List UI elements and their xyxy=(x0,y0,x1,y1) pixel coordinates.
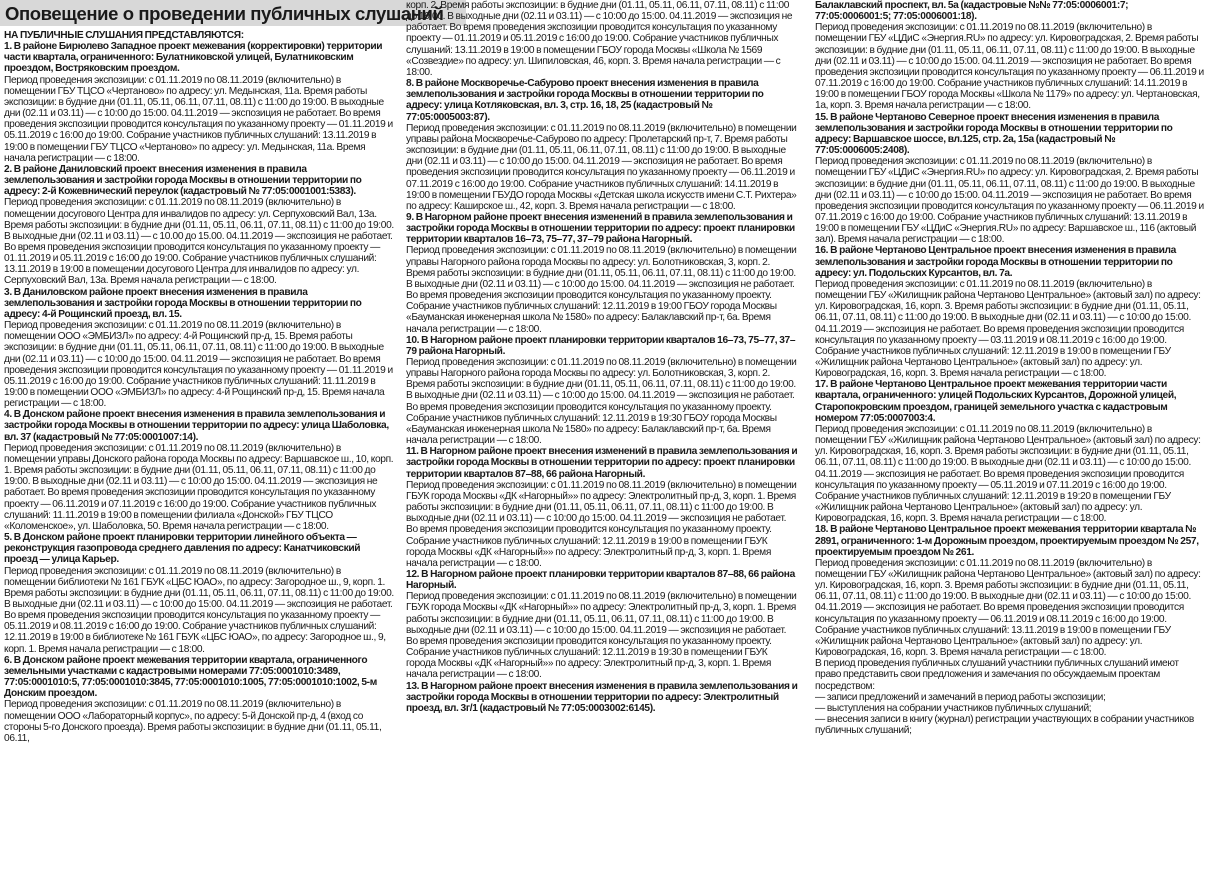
section-heading: 2. В районе Даниловский проект внесения изменения в правила землепользования и застройки города Москвы в отношении территории по адресу: 2-й Кожевнический переулок (кадастровый № 77:05:0001001:5383). xyxy=(4,163,362,198)
section-paragraph: Период проведения экспозиции: с 01.11.2019 по 08.11.2019 (включительно) в помещении ООО «ЭМБИЗЛ» по адресу: 4-й Рощинский пр-д, 15. Время работы экспозиции: в будние дни (01.11, 05.11, 06.11, 07.11, 08.11) с 11:00 до 19:00. В выходные дни (02.11 и 03.11) — с 10:00 до 15:00. 04.11.2019 — экспозиция не работает. Во время проведения экспозиции проводится консультация по указанному проекту — 01.11.2019 и 05.11.2019 с 16:00 до 19:00. Собрание участников публичных слушаний: 11.11.2019 в 19:00 в помещении ООО «ЭМБИЗЛ» по адресу: 4-й Рощинский пр-д, 15. Время начала регистрации — с 18:00. xyxy=(4,320,393,410)
section-heading: 15. В районе Чертаново Северное проект внесения изменения в правила землепользования и застройки города Москвы в отношении территории по адресу: Варшавское шоссе, вл.125, стр. 2а, 15а (кадастровый № 77:05:0006005:2408). xyxy=(815,111,1173,157)
section-heading: 16. В районе Чертаново Центральное проект внесения изменения в правила землепользования и застройки города Москвы в отношении территории по адресу: ул. Подольских Курсантов, вл. 7а. xyxy=(815,245,1176,279)
section-heading: 17. В районе Чертаново Центральное проект межевания территории части квартала, ограниченного: улицей Подольских Курсантов, Дорожной улицей, Старопокровским проездом, границей земельного участка с кадастровым номером 77:05:0007003:4. xyxy=(815,379,1177,424)
section-heading: НА ПУБЛИЧНЫЕ СЛУШАНИЯ ПРЕДСТАВЛЯЮТСЯ: xyxy=(4,30,244,41)
section-heading: 4. В Донском районе проект внесения изменения в правила землепользования и застройки города Москвы в отношении территории по адресу: улица Шаболовка, вл. 37 (кадастровый № 77:05:0001007:14). xyxy=(4,409,389,443)
section-paragraph: Период проведения экспозиции: с 01.11.2019 по 08.11.2019 (включительно) в помещении ГБУ «Жилищник района Чертаново Центральное» (актовый зал) по адресу: ул. Кировоградская, 16, корп. 3. Время работы экспозиции: в будние дни (01.11, 05.11, 06.11, 07.11, 08.11) с 11:00 до 19:00. В выходные дни (02.11 и 03.11) — с 10:00 до 15:00. 04.11.2019 — экспозиция не работает. Во время проведения экспозиции проводится консультация по указанному проекту — 05.11.2019 и 07.11.2019 с 16:00 до 19:00. Собрание участников публичных слушаний: 12.11.2019 в 19:20 в помещении ГБУ «Жилищник района Чертаново Центральное» (актовый зал) по адресу: ул. Кировоградская, 16, корп. 3. Время начала регистрации — с 18:00. xyxy=(815,423,1201,525)
section-paragraph: Период проведения экспозиции: с 01.11.2019 по 08.11.2019 (включительно) в помещении досугового Центра для инвалидов по адресу: ул. Серпуховский Вал, 13а. Время работы экспозиции: в будние дни (01.11, 05.11, 06.11, 07.11, 08.11) с 11:00 до 19:00. В выходные дни (02.11 и 03.11) — с 10.00 до 15.00. 04.11.2019 — экспозиция не работает. Во время проведения экспозиции проводится консультация по указанному проекту — 01.11.2019 и 05.11.2019 с 16:00 до 19:00. Собрание участников публичных слушаний: 13.11.2019 в 19:00 в помещении досугового Центра для инвалидов по адресу: ул. Серпуховский Вал, 13а. Время начала регистрации — с 18:00. xyxy=(4,197,394,287)
section-heading: 5. В Донском районе проект планировки территории линейного объекта — реконструкция газопровода среднего давления по адресу: Канатчиковский проезд — улица Карьер. xyxy=(4,532,361,566)
section-paragraph: Период проведения экспозиции: с 01.11.2019 по 08.11.2019 (включительно) в помещении ООО «Лабораторный корпус», по адресу: 5-й Донской пр-д, 4 (вход со стороны 5-го Донского проезда). Время работы экспозиции: в будние дни (01.11, 05.11, 06.11, xyxy=(4,699,382,744)
section-paragraph: Период проведения экспозиции: с 01.11.2019 по 08.11.2019 (включительно) в помещении управы Нагорного района города Москвы по адресу: ул. Болотниковская, 3, корп. 2. Время работы экспозиции: в будние дни (01.11, 05.11, 06.11, 07.11, 08.11) с 11:00 до 19:00. В выходные дни (02.11 и 03.11) — с 10:00 до 15:00. 04.11.2019 — экспозиция не работает. Во время проведения экспозиции проводится консультация по указанному проекту. Собрание участников публичных слушаний: 12.11.2019 в 19:30 ГБОУ города Москвы «Бауманская инженерная школа № 1580» по адресу: Балаклавский пр-т, 6а. Время начала регистрации — с 18:00. xyxy=(406,357,797,447)
text-column-2 xyxy=(406,0,798,876)
section-paragraph: Период проведения экспозиции: с 01.11.2019 по 08.11.2019 (включительно) в помещении ГБУ «Жилищник района Чертаново Центральное» (актовый зал) по адресу: ул. Кировоградская, 16, корп. 3. Время работы экспозиции: в будние дни (01.11, 05.11, 06.11, 07.11, 08.11) с 11:00 до 19:00. В выходные дни (02.11 и 03.11) — с 10:00 до 15:00. 04.11.2019 — экспозиция не работает. Во время проведения экспозиции проводится консультация по указанному проекту — 06.11.2019 и 08.11.2019 с 16:00 до 19:00. Собрание участников публичных слушаний: 13.11.2019 в 19:00 в помещении ГБУ «Жилищник района Чертаново Центральное» (актовый зал) по адресу: ул. Кировоградская, 16, корп. 3. Время начала регистрации — с 18:00. xyxy=(815,557,1201,659)
section-heading: 8. В районе Москворечье-Сабурово проект внесения изменения в правила землепользования и застройки города Москвы в отношении территории по адресу: улица Котляковская, вл. 3, стр. 16, 18, 25 (кадастровый № 77:05:0005003:87). xyxy=(406,78,764,123)
page-title: Оповещение о проведении публичных слушаний xyxy=(5,3,444,24)
section-heading: 9. В Нагорном районе проект внесения изменений в правила землепользования и застройки города Москвы в отношении территории по адресу: проект планировки территории кварталов 16–73, 75–77, 37–79 района Нагорный. xyxy=(406,211,795,246)
section-paragraph: Период проведения экспозиции: с 01.11.2019 по 08.11.2019 (включительно) в помещении библиотеки № 161 ГБУК «ЦБС ЮАО», по адресу: Загородное ш., 9, корп. 1. Время работы экспозиции: в будние дни (01.11, 05.11, 06.11, 07.11, 08.11) с 11:00 до 19:00. В выходные дни (02.11 и 03.11) — с 10:00 до 15:00. 04.11.2019 — экспозиция не работает. Во время проведения экспозиции проводится консультация по указанному проекту — 05.11.2019 и 08.11.2019 с 16:00 до 19:00. Собрание участников публичных слушаний: 12.11.2019 в 19:00 в библиотеке № 161 ГБУК «ЦБС ЮАО», по адресу: Загородное ш., 9, корп. 1. Время начала регистрации — с 18:00. xyxy=(4,565,394,655)
section-paragraph: Период проведения экспозиции: с 01.11.2019 по 08.11.2019 (включительно) в помещении ГБУ ТЦСО «Чертаново» по адресу: ул. Медынская, 11а. Время работы экспозиции: в будние дни (01.11, 05.11, 06.11, 07.11, 08.11) с 11:00 до 19:00. В выходные дни (02.11 и 03.11) — с 10:00 до 15:00. 04.11.2019 — экспозиция не работает. Во время проведения экспозиции проводится консультация по указанному проекту — 01.11.2019 и 05.11.2019 с 16:00 до 19:00. Собрание участников публичных слушаний: 13.11.2019 в 19:00 в помещении ГБУ ТЦСО «Чертаново» по адресу: ул. Медынская, 11а. Время начала регистрации — с 18:00. xyxy=(4,74,393,164)
section-paragraph: — записи предложений и замечаний в период работы экспозиции; xyxy=(815,691,1106,703)
section-heading: 1. В районе Бирюлево Западное проект межевания (корректировки) территории части квартала, ограниченного: Булатниковской улицей, Булатниковским проездом, Востряковским проездом. xyxy=(4,41,383,75)
section-heading: 10. В Нагорном районе проект планировки территории кварталов 16–73, 75–77, 37–79 района Нагорный. xyxy=(406,334,796,357)
section-paragraph: — внесения записи в книгу (журнал) регистрации участвующих в собрании участников публичных слушаний; xyxy=(815,714,1194,737)
section-paragraph: В период проведения публичных слушаний участники публичных слушаний имеют право представить свои предложения и замечания по обсуждаемым проектам посредством: xyxy=(815,658,1179,692)
section-paragraph: Период проведения экспозиции: с 01.11.2019 по 08.11.2019 (включительно) в помещении управы Донского района города Москвы по адресу: Варшавское ш., 10, корп. 1. Время работы экспозиции: в будние дни (01.11, 05.11, 06.11, 07.11, 08.11) с 11:00 до 19:00. В выходные дни (02.11 и 03.11) — с 10:00 до 15:00. 04.11.2019 — экспозиция не работает. Во время проведения экспозиции проводится консультация по указанному проекту — 06.11.2019 и 07.11.2019 с 16:00 до 19:00. Собрание участников публичных слушаний: 11.11.2019 в 19:00 в помещении филиала «Донской» ГБУ ТЦСО «Коломенское», ул. Шаболовка, 50. Время начала регистрации — с 18:00. xyxy=(4,442,394,532)
section-paragraph: Период проведения экспозиции: с 01.11.2019 по 08.11.2019 (включительно) в помещении ГБУК города Москвы «ДК «Нагорный»» по адресу: Электролитный пр-д, 3, корп. 1. Время работы экспозиции: в будние дни (01.11, 05.11, 06.11, 07.11, 08.11) с 11:00 до 19:00. В выходные дни (02.11 и 03.11) — с 10:00 до 15:00. 04.11.2019 — экспозиция не работает. Во время проведения экспозиции проводится консультация по указанному проекту. Собрание участников публичных слушаний: 12.11.2019 в 19:30 в помещении ГБУК города Москвы «ДК «Нагорный»» по адресу: Электролитный пр-д, 3, корп. 1. Время начала регистрации — с 18:00. xyxy=(406,591,797,681)
page-header xyxy=(0,0,466,26)
section-heading: 13. В Нагорном районе проект внесения изменения в правила землепользования и застройки города Москвы в отношении территории по адресу: Электролитный проезд, вл. 3г/1 (кадастровый № 77:05:0003002:6145). xyxy=(406,680,798,714)
text-column-3 xyxy=(815,0,1205,876)
section-heading: 6. В Донском районе проект межевания территории квартала, ограниченного земельными участками с кадастровыми номерами 77:05:0001010:3489, 77:05:0001010:5, 77:05:0001010:3845, 77:05:0001010:1005, 77:05:0001010:1002, 5-м Донским проездом. xyxy=(4,654,377,700)
section-paragraph: Период проведения экспозиции: с 01.11.2019 по 08.11.2019 (включительно) в помещении управы района Москворечье-Сабурово по адресу: Пролетарский пр-т, 7. Время работы экспозиции: в будние дни (01.11, 05.11, 06.11, 07.11, 08.11) с 11:00 до 19:00. В выходные дни (02.11 и 03.11) — с 10:00 до 15:00. 04.11.2019 — экспозиция не работает. Во время проведения экспозиции проводится консультация по указанному проекту — 06.11.2019 и 07.11.2019 с 16:00 до 19:00. Собрание участников публичных слушаний: 14.11.2019 в 19:00 в помещении ГБУДО города Москвы «Детская школа искусств имени С.Т. Рихтера» по адресу: Каширское ш., 42, корп. 3. Время начала регистрации — с 18:00. xyxy=(406,122,797,212)
section-heading: 18. В районе Чертаново Центральное проект межевания территории квартала № 2891, ограниченного: 1-м Дорожным проездом, проектируемым проездом № 257, проектируемым проездом № 261. xyxy=(815,524,1199,558)
section-paragraph: — выступления на собрании участников публичных слушаний; xyxy=(815,702,1092,714)
text-column-1 xyxy=(4,30,394,876)
section-heading: Балаклавский проспект, вл. 5а (кадастровые №№ 77:05:0006001:7; 77:05:0006001:5; 77:05:0006001:18). xyxy=(815,0,1129,23)
section-heading: 11. В Нагорном районе проект внесения изменений в правила землепользования и застройки города Москвы в отношении территории по адресу: проект планировки территории кварталов 87–88, 66 района Нагорный. xyxy=(406,446,798,480)
section-heading: 12. В Нагорном районе проект планировки территории кварталов 87–88, 66 района Нагорный. xyxy=(406,568,795,592)
section-paragraph: Период проведения экспозиции: с 01.11.2019 по 08.11.2019 (включительно) в помещении ГБУ «ЦДиС «Энергия.RU» по адресу: ул. Кировоградская, 2. Время работы экспозиции: в будние дни (01.11, 05.11, 06.11, 07.11, 08.11) с 11:00 до 19:00. В выходные дни (02.11 и 03.11) — с 10:00 до 15:00. 04.11.2019 — экспозиция не работает. Во время проведения экспозиции проводится консультация по указанному проекту — 06.11.2019 и 07.11.2019 с 16:00 до 19:00. Собрание участников публичных слушаний: 13.11.2019 в 19:00 в помещении ГБУ «ЦДиС «Энергия.RU» по адресу: Варшавское ш., 116 (актовый зал). Время начала регистрации — с 18:00. xyxy=(815,156,1204,246)
section-heading: 3. В Даниловском районе проект внесения изменения в правила землепользования и застройки города Москвы в отношении территории по адресу: 4-й Рощинский проезд, вл. 15. xyxy=(4,286,362,320)
section-paragraph: корп. 2. Время работы экспозиции: в будние дни (01.11, 05.11, 06.11, 07.11, 08.11) с 11:00 до 19:00. В выходные дни (02.11 и 03.11) — с 10:00 до 15:00. 04.11.2019 — экспозиция не работает. Во время проведения экспозиции проводится консультация по указанному проекту — 01.11.2019 и 05.11.2019 с 16:00 до 19:00. Собрание участников публичных слушаний: 13.11.2019 в 19:00 в помещении ГБОУ города Москвы «Школа № 1569 «Созвездие» по адресу: ул. Шипиловская, 46, корп. 3. Время начала регистрации — с 18:00. xyxy=(406,0,793,78)
section-paragraph: Период проведения экспозиции: с 01.11.2019 по 08.11.2019 (включительно) в помещении ГБУ «Жилищник района Чертаново Центральное» (актовый зал) по адресу: ул. Кировоградская, 16, корп. 3. Время работы экспозиции: в будние дни (01.11, 05.11, 06.11, 07.11, 08.11) с 11:00 до 19:00. В выходные дни (02.11 и 03.11) — с 10:00 до 15:00. 04.11.2019 — экспозиция не работает. Во время проведения экспозиции проводится консультация по указанному проекту — 03.11.2019 и 08.11.2019 с 16:00 до 19:00. Собрание участников публичных слушаний: 12.11.2019 в 19:00 в помещении ГБУ «Жилищник района Чертаново Центральное» (актовый зал) по адресу: ул. Кировоградская, 16, корп. 3. Время начала регистрации — с 18:00. xyxy=(815,278,1201,380)
section-paragraph: Период проведения экспозиции: с 01.11.2019 по 08.11.2019 (включительно) в помещении управы Нагорного района города Москвы по адресу: ул. Болотниковская, 3, корп. 2. Время работы экспозиции: в будние дни (01.11, 05.11, 06.11, 07.11, 08.11) с 11:00 до 19:00. В выходные дни (02.11 и 03.11) — с 10:00 до 15:00. 04.11.2019 — экспозиция не работает. Во время проведения экспозиции проводится консультация по указанному проекту. Собрание участников публичных слушаний: 12.11.2019 в 19:00 ГБОУ города Москвы «Бауманская инженерная школа № 1580» по адресу: Балаклавский пр-т, 6а. Время начала регистрации — с 18:00. xyxy=(406,245,797,335)
section-paragraph: Период проведения экспозиции: с 01.11.2019 по 08.11.2019 (включительно) в помещении ГБУК города Москвы «ДК «Нагорный»» по адресу: Электролитный пр-д, 3, корп. 1. Время работы экспозиции: в будние дни (01.11, 05.11, 06.11, 07.11, 08.11) с 11:00 до 19:00. В выходные дни (02.11 и 03.11) — с 10:00 до 15:00. 04.11.2019 — экспозиция не работает. Во время проведения экспозиции проводится консультация по указанному проекту. Собрание участников публичных слушаний: 12.11.2019 в 19:00 в помещении ГБУК города Москвы «ДК «Нагорный»» по адресу: Электролитный пр-д, 3, корп. 1. Время начала регистрации — с 18:00. xyxy=(406,479,797,569)
section-paragraph: Период проведения экспозиции: с 01.11.2019 по 08.11.2019 (включительно) в помещении ГБУ «ЦДиС «Энергия.RU» по адресу: ул. Кировоградская, 2. Время работы экспозиции: в будние дни (01.11, 05.11, 06.11, 07.11, 08.11) с 11:00 до 19:00. В выходные дни (02.11 и 03.11) — с 10:00 до 15:00. 04.11.2019 — экспозиция не работает. Во время проведения экспозиции проводится консультация по указанному проекту — 06.11.2019 и 07.11.2019 с 16:00 до 19:00. Собрание участников публичных слушаний: 14.11.2019 в 19:00 в помещении ГБОУ города Москвы «Школа № 1179» по адресу: ул. Чертановская, 1а, корп. 3. Время начала регистрации — с 18:00. xyxy=(815,22,1204,112)
